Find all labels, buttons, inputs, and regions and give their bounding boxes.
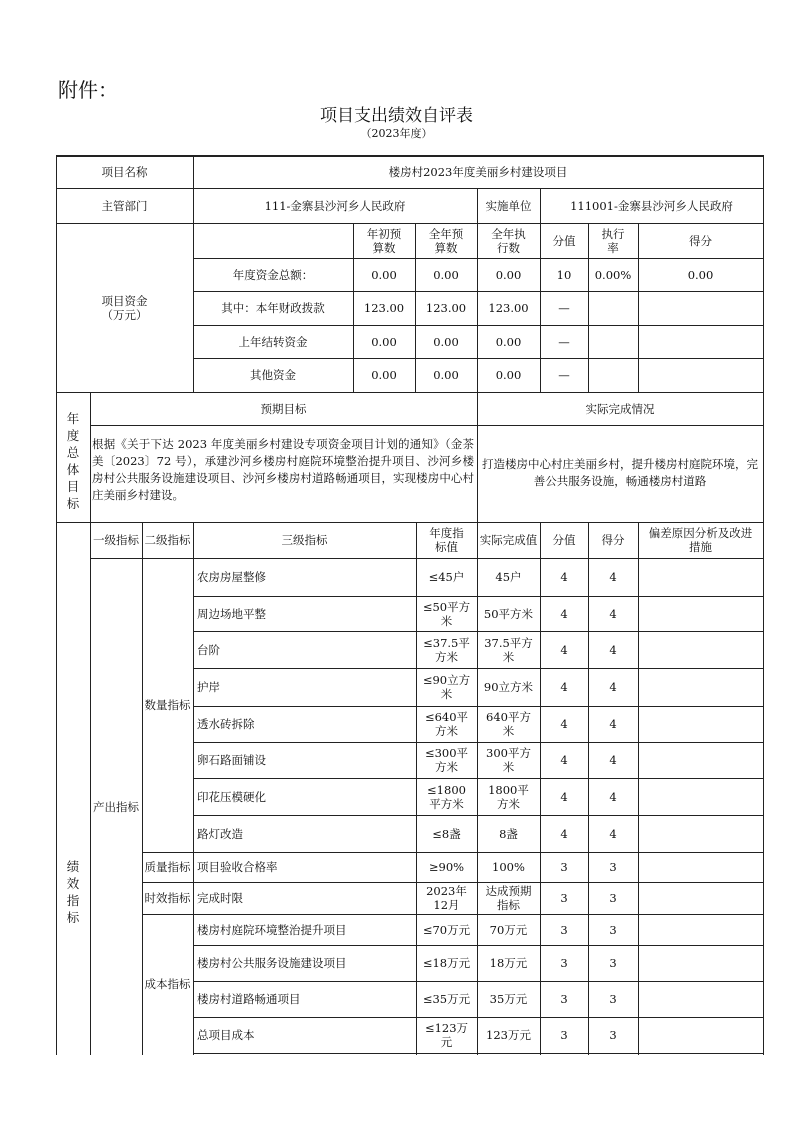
funds-label: 项目资金 （万元）: [101, 293, 148, 322]
indicator-name: 完成时限: [197, 891, 243, 905]
indicator-value: 4: [560, 606, 568, 621]
indicator-note: [638, 981, 763, 1017]
indicator-header-0: 一级指标: [93, 533, 139, 547]
funds-score-value: 10: [556, 267, 572, 282]
indicator-note: [638, 945, 763, 981]
indicator-score: 4: [609, 826, 617, 841]
indicator-score: 3: [609, 891, 617, 905]
funds-executed: 0.00: [495, 334, 522, 349]
goals-actual-header: 实际完成情况: [585, 401, 655, 416]
indicator-score: 4: [609, 570, 617, 584]
funds-header-3: 分值: [552, 233, 576, 248]
indicator-target: ≤300平方米: [424, 746, 469, 774]
indicator-name: 台阶: [197, 642, 220, 657]
indicator-name: 农房房屋整修: [197, 570, 266, 584]
indicator-target: ≤90立方米: [422, 673, 471, 701]
indicator-header-4: 实际完成值: [479, 533, 538, 547]
indicator-name: 周边场地平整: [197, 606, 266, 621]
indicator-score: 3: [609, 956, 617, 970]
indicator-name: 楼房村道路畅通项目: [197, 992, 301, 1006]
group-cost: 成本指标: [144, 976, 191, 991]
indicator-actual: 37.5平方米: [484, 635, 533, 664]
indicator-note: [638, 852, 763, 882]
indicator-note: [638, 631, 763, 668]
attachment-label: 附件：: [58, 78, 118, 102]
indicator-actual: 123万元: [486, 1028, 531, 1042]
indicator-note: [638, 706, 763, 742]
year-label: （2023年度）: [360, 127, 433, 140]
indicator-value: 4: [560, 789, 568, 804]
indicator-target: ≤640平方米: [424, 710, 469, 738]
dept-value: 111-金寨县沙河乡人民政府: [264, 198, 406, 213]
indicator-score: 4: [609, 606, 617, 621]
indicator-score: 4: [609, 753, 617, 767]
indicator-note: [638, 914, 763, 945]
funds-row-name: 上年结转资金: [238, 334, 308, 349]
level1-output-indicator: 产出指标: [93, 799, 139, 814]
indicator-header-7: 偏差原因分析及改进措施: [648, 526, 753, 554]
indicator-target: ≤37.5平方米: [423, 635, 470, 664]
indicator-target: ≤8盏: [432, 826, 461, 841]
indicator-name: 透水砖拆除: [197, 717, 255, 731]
indicator-value: 4: [560, 642, 568, 657]
indicator-value: 4: [560, 753, 568, 767]
indicator-note: [638, 558, 763, 596]
indicator-name: 路灯改造: [197, 826, 243, 841]
indicator-note: [638, 596, 763, 631]
impl-value: 111001-金寨县沙河乡人民政府: [570, 198, 733, 213]
indicator-target: 2023年12月: [426, 884, 467, 912]
indicator-value: 3: [560, 1028, 568, 1042]
funds-score: 0.00: [687, 267, 714, 282]
indicator-note: [638, 815, 763, 852]
indicator-target: ≥90%: [428, 860, 465, 874]
indicator-name: 卵石路面铺设: [197, 753, 266, 767]
indicator-target: ≤70万元: [422, 922, 471, 937]
funds-row-name: 年度资金总额：: [232, 267, 314, 282]
group-quantity: 数量指标: [144, 698, 191, 712]
grid-line: [763, 522, 764, 558]
indicator-target: ≤1800平方米: [427, 782, 466, 811]
indicator-header-3: 年度指标值: [429, 526, 464, 554]
funds-executed: 123.00: [488, 301, 529, 315]
indicator-actual: 35万元: [489, 992, 528, 1006]
funds-row-name: 其他资金: [250, 368, 296, 382]
group-quality: 质量指标: [144, 860, 191, 874]
funds-initial: 0.00: [371, 334, 397, 349]
indicator-value: 3: [560, 891, 568, 905]
indicator-actual: 100%: [492, 860, 525, 874]
indicator-score: 3: [609, 860, 617, 874]
funds-score-value: —: [558, 301, 570, 315]
funds-rate: 0.00%: [594, 267, 632, 282]
indicator-score: 4: [609, 717, 617, 731]
indicator-actual: 达成预期指标: [485, 884, 532, 912]
grid-line: [763, 155, 764, 1055]
indicator-note: [638, 882, 763, 914]
indicator-name: 楼房村公共服务设施建设项目: [197, 956, 347, 970]
indicator-score: 4: [609, 680, 617, 694]
funds-header-4: 执行率: [601, 226, 625, 255]
indicator-actual: 1800平方米: [488, 782, 529, 811]
indicator-value: 4: [560, 570, 568, 584]
indicator-target: ≤18万元: [422, 956, 471, 970]
indicator-value: 3: [560, 992, 568, 1006]
funds-rate: [588, 358, 638, 392]
funds-score-value: —: [558, 368, 570, 382]
indicator-value: 4: [560, 680, 568, 694]
indicator-score: 4: [609, 789, 617, 804]
funds-executed: 0.00: [495, 368, 522, 382]
indicator-value: 4: [560, 826, 568, 841]
funds-header-2: 全年执行数: [491, 226, 526, 255]
page-title: 项目支出绩效自评表: [320, 106, 473, 126]
indicator-name: 印花压模硬化: [197, 789, 266, 804]
funds-score-value: —: [558, 334, 570, 349]
indicator-actual: 90立方米: [483, 680, 534, 694]
indicator-value: 4: [560, 717, 568, 731]
indicator-target: ≤35万元: [422, 992, 471, 1006]
indicator-header-2: 三级指标: [281, 533, 328, 547]
indicator-target: ≤45户: [428, 570, 465, 584]
indicator-value: 3: [560, 922, 568, 937]
indicator-score: 3: [609, 922, 617, 937]
indicator-note: [638, 1017, 763, 1053]
funds-row-name: 其中：本年财政拨款: [221, 301, 325, 315]
indicator-actual: 8盏: [499, 826, 518, 841]
project-name-value: 楼房村2023年度美丽乡村建设项目: [388, 164, 568, 179]
indicator-note: [638, 668, 763, 706]
funds-initial: 0.00: [371, 368, 397, 382]
funds-score: [638, 358, 763, 392]
funds-annual: 0.00: [433, 368, 459, 382]
dept-label: 主管部门: [101, 198, 148, 213]
indicator-name: 楼房村庭院环境整治提升项目: [197, 922, 347, 937]
goals-label: 年 度 总 体 目 标: [66, 411, 80, 511]
funds-score: [638, 325, 763, 358]
indicator-actual: 300平方米: [486, 746, 531, 774]
funds-rate: [588, 291, 638, 325]
indicator-note: [638, 778, 763, 815]
indicator-value: 3: [560, 956, 568, 970]
indicator-name: 护岸: [197, 680, 220, 694]
funds-executed: 0.00: [495, 267, 522, 282]
indicator-actual: 70万元: [489, 922, 528, 937]
indicator-value: 3: [560, 860, 568, 874]
funds-annual: 0.00: [433, 334, 459, 349]
grid-line: [90, 425, 763, 426]
funds-header-1: 全年预算数: [428, 226, 464, 255]
indicator-note: [638, 742, 763, 778]
indicators-label: 绩 效 指 标: [66, 859, 80, 925]
indicator-target: ≤123万元: [424, 1021, 469, 1049]
indicator-score: 4: [609, 642, 617, 657]
impl-label: 实施单位: [485, 198, 532, 213]
funds-initial: 123.00: [363, 301, 405, 315]
project-name-label: 项目名称: [101, 164, 148, 179]
indicator-actual: 50平方米: [483, 606, 534, 621]
indicator-name: 总项目成本: [197, 1028, 255, 1042]
grid-line: [193, 1053, 763, 1054]
indicator-actual: 640平方米: [486, 710, 531, 738]
funds-initial: 0.00: [371, 267, 397, 282]
indicator-actual: 45户: [495, 570, 522, 584]
indicator-header-5: 分值: [552, 533, 576, 547]
funds-annual: 0.00: [433, 267, 459, 282]
group-timeliness: 时效指标: [144, 891, 191, 905]
funds-header-5: 得分: [689, 233, 712, 248]
indicator-score: 3: [609, 1028, 617, 1042]
funds-header-0: 年初预算数: [366, 226, 402, 255]
indicator-header-6: 得分: [601, 533, 625, 547]
funds-rate: [588, 325, 638, 358]
indicator-target: ≤50平方米: [422, 599, 471, 628]
goals-actual-text: 打造楼房中心村庄美丽乡村，提升楼房村庭院环境，完善公共服务设施，畅通楼房村道路: [482, 457, 758, 488]
indicator-header-1: 二级指标: [144, 533, 191, 547]
indicator-actual: 18万元: [489, 956, 528, 970]
indicator-score: 3: [609, 992, 617, 1006]
goals-expected-header: 预期目标: [260, 401, 307, 416]
funds-score: [638, 291, 763, 325]
indicator-name: 项目验收合格率: [197, 860, 278, 874]
funds-annual: 123.00: [425, 301, 467, 315]
goals-expected-text: 根据《关于下达 2023 年度美丽乡村建设专项资金项目计划的通知》（金茶美〔2023〕72 号），承建沙河乡楼房村庭院环境整治提升项目、沙河乡楼房村公共服务设施建设项目、沙河乡楼房村道路畅通项目，实现楼房中心村庄美丽乡村建设。: [92, 437, 474, 502]
